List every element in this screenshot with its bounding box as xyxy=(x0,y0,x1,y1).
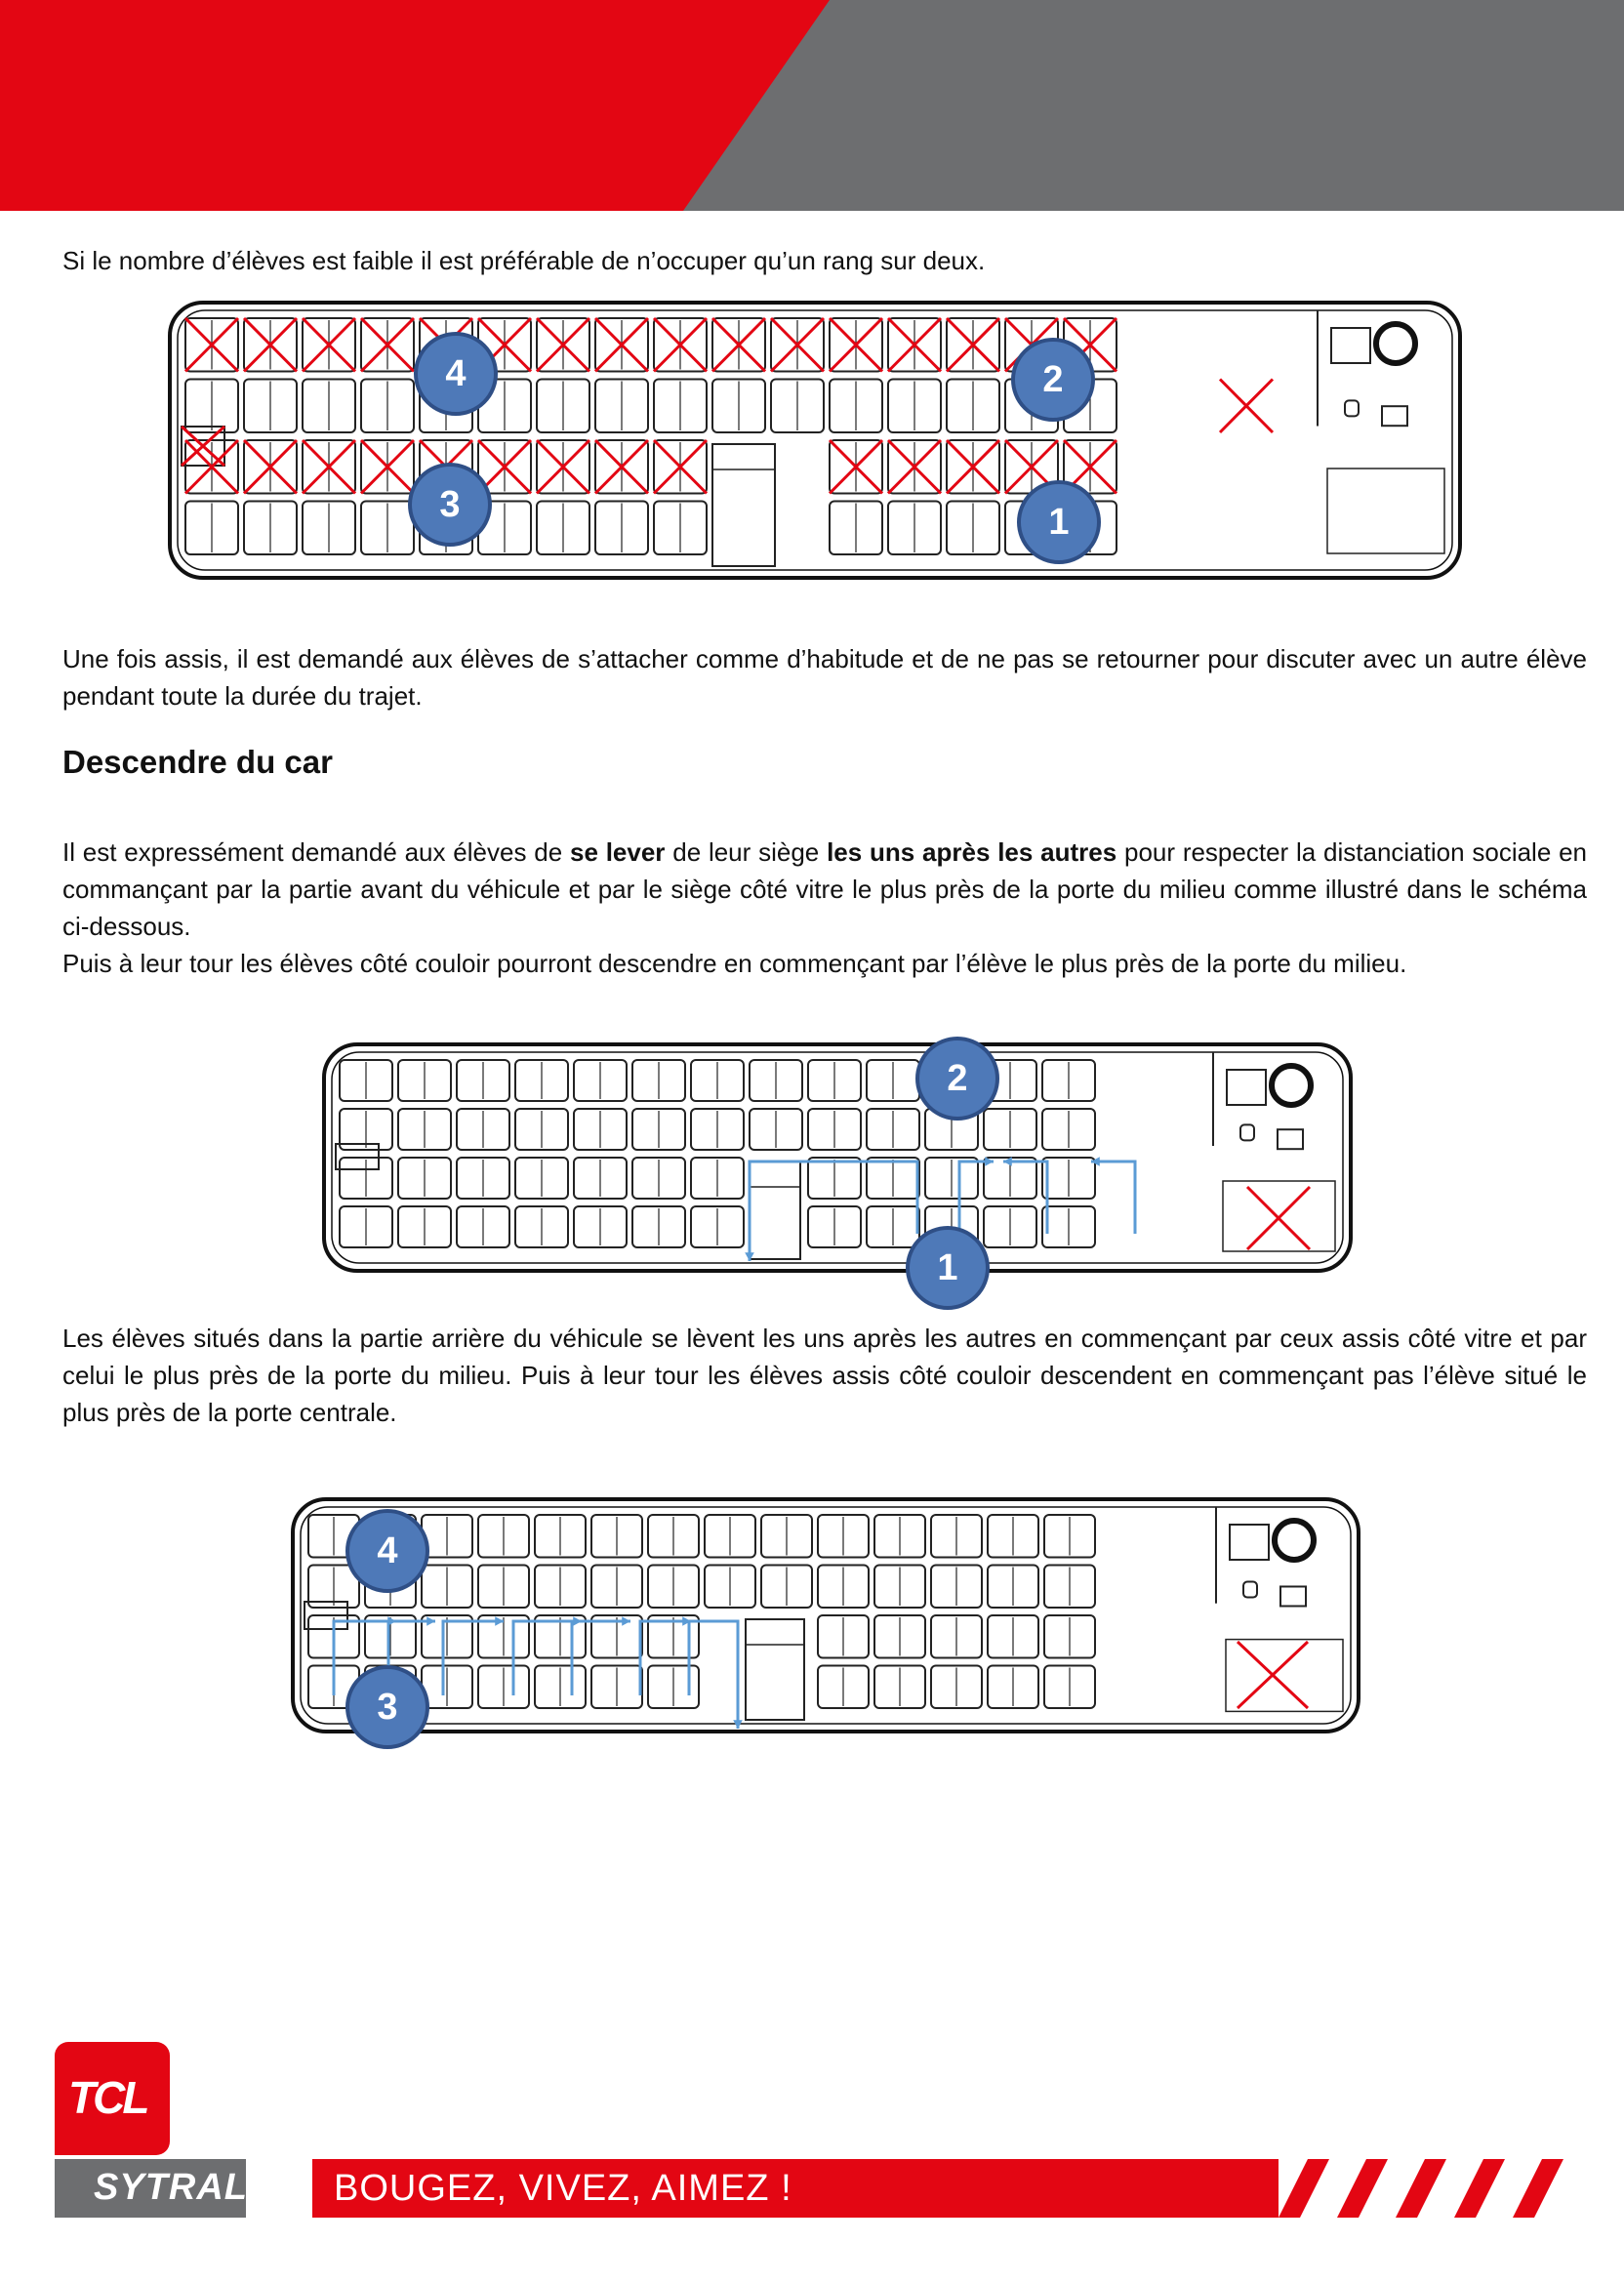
intro-paragraph: Si le nombre d’élèves est faible il est préférable de n’occuper qu’un rang sur deux. xyxy=(62,246,986,275)
bus-diagram-rear-exit xyxy=(289,1495,1362,1735)
step-badge-2: 2 xyxy=(915,1037,999,1121)
sytral-logo: SYTRAL xyxy=(55,2159,246,2218)
bus-diagram-seating xyxy=(166,299,1464,582)
step-badge-1: 1 xyxy=(906,1226,990,1310)
rear-paragraph: Les élèves situés dans la partie arrière du véhicule se lèvent les uns après les autres en commençant par ceux assis côté vitre et par celui le plus près de la porte du milieu. Puis à leur tour les élèves assis côté couloir descendent en commençant pas l’élève situé le plus près de la porte centrale. xyxy=(62,1324,1587,1427)
bus-diagram-front-exit xyxy=(320,1040,1355,1275)
step-badge-3: 3 xyxy=(345,1665,429,1749)
header-banner xyxy=(0,0,1624,211)
slogan-bar: BOUGEZ, VIVEZ, AIMEZ ! xyxy=(312,2159,1279,2218)
exit-paragraph: Il est expressément demandé aux élèves de se lever de leur siège les uns après les autres pour respecter la distanciation sociale en commançant par la partie avant du véhicule et par le siège côté vitre le plus près de la porte du milieu comme illustré dans le schéma ci-dessous. Puis à leur tour les élèves côté couloir pourront descendre en commençant par l’élève le plus près de la porte du milieu. xyxy=(62,837,1588,978)
step-badge-1: 1 xyxy=(1017,480,1101,564)
seated-paragraph: Une fois assis, il est demandé aux élèves de s’attacher comme d’habitude et de ne pas se retourner pour discuter avec un autre élève pendant toute la durée du trajet. xyxy=(62,644,1587,711)
tcl-logo: TCL xyxy=(55,2042,170,2155)
step-badge-4: 4 xyxy=(414,332,498,416)
step-badge-2: 2 xyxy=(1011,338,1095,422)
step-badge-3: 3 xyxy=(408,463,492,547)
decorative-stripes xyxy=(1269,2159,1591,2218)
section-title: Descendre du car xyxy=(62,744,333,780)
step-badge-4: 4 xyxy=(345,1509,429,1593)
